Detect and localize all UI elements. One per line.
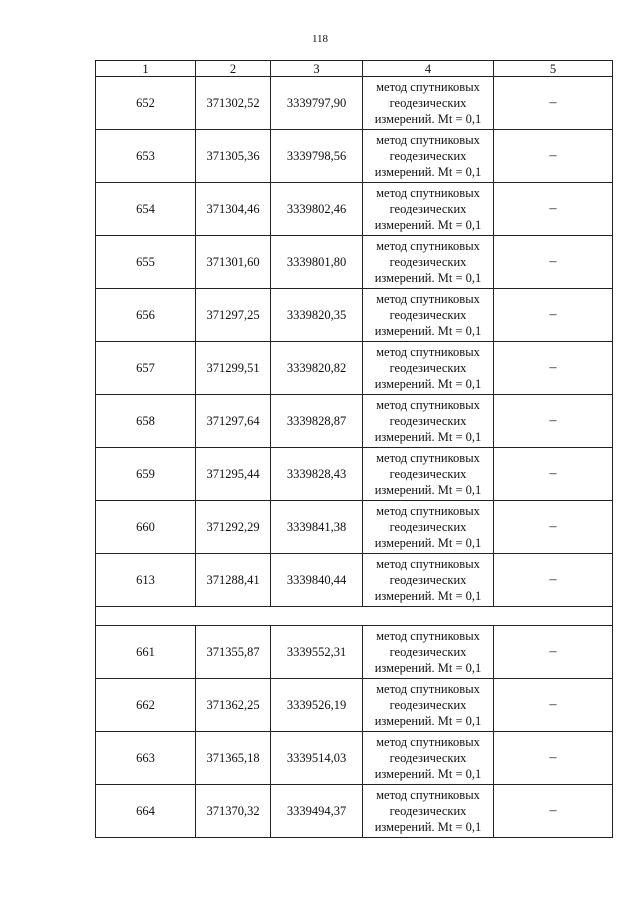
note-cell: – bbox=[494, 554, 613, 607]
method-line: геодезических bbox=[389, 467, 467, 481]
separator-cell bbox=[96, 607, 613, 626]
x-coordinate-cell: 371370,32 bbox=[196, 785, 271, 838]
coordinates-table-body bbox=[96, 61, 613, 838]
method-line: измерений. Mt = 0,1 bbox=[374, 536, 482, 550]
point-number-cell: 613 bbox=[96, 554, 196, 607]
method-line: метод спутниковых bbox=[376, 504, 480, 518]
method-cell bbox=[363, 732, 494, 785]
method-line: метод спутниковых bbox=[376, 345, 480, 359]
x-coordinate-cell: 371299,51 bbox=[196, 342, 271, 395]
x-coordinate-cell: 371302,52 bbox=[196, 77, 271, 130]
note-cell: – bbox=[494, 183, 613, 236]
method-line: метод спутниковых bbox=[376, 133, 480, 147]
note-cell: – bbox=[494, 342, 613, 395]
method-line: метод спутниковых bbox=[376, 398, 480, 412]
method-line: измерений. Mt = 0,1 bbox=[374, 165, 482, 179]
table-row bbox=[96, 289, 613, 342]
method-line: метод спутниковых bbox=[376, 451, 480, 465]
note-cell: – bbox=[494, 77, 613, 130]
y-coordinate-cell: 3339801,80 bbox=[271, 236, 363, 289]
point-number-cell: 652 bbox=[96, 77, 196, 130]
method-line: измерений. Mt = 0,1 bbox=[374, 767, 482, 781]
x-coordinate-cell: 371297,25 bbox=[196, 289, 271, 342]
column-header: 4 bbox=[363, 61, 494, 77]
x-coordinate-cell: 371355,87 bbox=[196, 626, 271, 679]
method-cell bbox=[363, 626, 494, 679]
method-cell bbox=[363, 342, 494, 395]
method-line: метод спутниковых bbox=[376, 239, 480, 253]
method-line: геодезических bbox=[389, 573, 467, 587]
y-coordinate-cell: 3339552,31 bbox=[271, 626, 363, 679]
table-row bbox=[96, 554, 613, 607]
method-line: измерений. Mt = 0,1 bbox=[374, 661, 482, 675]
table-row bbox=[96, 342, 613, 395]
method-line: метод спутниковых bbox=[376, 735, 480, 749]
table-row bbox=[96, 236, 613, 289]
method-line: измерений. Mt = 0,1 bbox=[374, 714, 482, 728]
y-coordinate-cell: 3339514,03 bbox=[271, 732, 363, 785]
y-coordinate-cell: 3339828,43 bbox=[271, 448, 363, 501]
method-cell bbox=[363, 554, 494, 607]
x-coordinate-cell: 371292,29 bbox=[196, 501, 271, 554]
x-coordinate-cell: 371304,46 bbox=[196, 183, 271, 236]
point-number-cell: 656 bbox=[96, 289, 196, 342]
method-line: метод спутниковых bbox=[376, 186, 480, 200]
column-header: 1 bbox=[96, 61, 196, 77]
note-cell: – bbox=[494, 448, 613, 501]
table-row bbox=[96, 501, 613, 554]
table-row bbox=[96, 77, 613, 130]
method-line: геодезических bbox=[389, 698, 467, 712]
point-number-cell: 660 bbox=[96, 501, 196, 554]
y-coordinate-cell: 3339820,82 bbox=[271, 342, 363, 395]
note-cell: – bbox=[494, 501, 613, 554]
method-cell bbox=[363, 236, 494, 289]
method-cell bbox=[363, 448, 494, 501]
method-line: измерений. Mt = 0,1 bbox=[374, 324, 482, 338]
x-coordinate-cell: 371362,25 bbox=[196, 679, 271, 732]
method-cell bbox=[363, 679, 494, 732]
x-coordinate-cell: 371295,44 bbox=[196, 448, 271, 501]
table-row bbox=[96, 395, 613, 448]
method-line: геодезических bbox=[389, 520, 467, 534]
table-row bbox=[96, 785, 613, 838]
point-number-cell: 658 bbox=[96, 395, 196, 448]
y-coordinate-cell: 3339828,87 bbox=[271, 395, 363, 448]
y-coordinate-cell: 3339820,35 bbox=[271, 289, 363, 342]
method-line: метод спутниковых bbox=[376, 629, 480, 643]
y-coordinate-cell: 3339802,46 bbox=[271, 183, 363, 236]
method-cell bbox=[363, 289, 494, 342]
y-coordinate-cell: 3339798,56 bbox=[271, 130, 363, 183]
method-cell bbox=[363, 183, 494, 236]
method-line: геодезических bbox=[389, 361, 467, 375]
table-row bbox=[96, 130, 613, 183]
y-coordinate-cell: 3339841,38 bbox=[271, 501, 363, 554]
method-line: метод спутниковых bbox=[376, 557, 480, 571]
note-cell: – bbox=[494, 732, 613, 785]
column-header: 5 bbox=[494, 61, 613, 77]
x-coordinate-cell: 371297,64 bbox=[196, 395, 271, 448]
method-line: измерений. Mt = 0,1 bbox=[374, 112, 482, 126]
point-number-cell: 661 bbox=[96, 626, 196, 679]
method-line: геодезических bbox=[389, 645, 467, 659]
page-number: 118 bbox=[311, 33, 329, 45]
table-row bbox=[96, 679, 613, 732]
x-coordinate-cell: 371288,41 bbox=[196, 554, 271, 607]
y-coordinate-cell: 3339840,44 bbox=[271, 554, 363, 607]
method-line: геодезических bbox=[389, 96, 467, 110]
coordinates-table bbox=[95, 60, 613, 838]
x-coordinate-cell: 371301,60 bbox=[196, 236, 271, 289]
y-coordinate-cell: 3339494,37 bbox=[271, 785, 363, 838]
method-line: метод спутниковых bbox=[376, 788, 480, 802]
point-number-cell: 662 bbox=[96, 679, 196, 732]
point-number-cell: 663 bbox=[96, 732, 196, 785]
point-number-cell: 654 bbox=[96, 183, 196, 236]
table-row bbox=[96, 448, 613, 501]
note-cell: – bbox=[494, 130, 613, 183]
note-cell: – bbox=[494, 679, 613, 732]
method-cell bbox=[363, 785, 494, 838]
column-header: 2 bbox=[196, 61, 271, 77]
method-line: геодезических bbox=[389, 308, 467, 322]
y-coordinate-cell: 3339797,90 bbox=[271, 77, 363, 130]
method-line: метод спутниковых bbox=[376, 80, 480, 94]
point-number-cell: 659 bbox=[96, 448, 196, 501]
method-cell bbox=[363, 395, 494, 448]
method-line: измерений. Mt = 0,1 bbox=[374, 218, 482, 232]
table-row bbox=[96, 183, 613, 236]
y-coordinate-cell: 3339526,19 bbox=[271, 679, 363, 732]
method-line: метод спутниковых bbox=[376, 292, 480, 306]
table-row bbox=[96, 626, 613, 679]
method-line: геодезических bbox=[389, 804, 467, 818]
note-cell: – bbox=[494, 289, 613, 342]
note-cell: – bbox=[494, 626, 613, 679]
method-line: геодезических bbox=[389, 255, 467, 269]
point-number-cell: 664 bbox=[96, 785, 196, 838]
method-line: геодезических bbox=[389, 202, 467, 216]
method-line: измерений. Mt = 0,1 bbox=[374, 271, 482, 285]
method-line: измерений. Mt = 0,1 bbox=[374, 430, 482, 444]
table-header-row bbox=[96, 61, 613, 77]
column-header: 3 bbox=[271, 61, 363, 77]
method-cell bbox=[363, 130, 494, 183]
method-line: измерений. Mt = 0,1 bbox=[374, 820, 482, 834]
method-line: измерений. Mt = 0,1 bbox=[374, 377, 482, 391]
point-number-cell: 655 bbox=[96, 236, 196, 289]
method-line: измерений. Mt = 0,1 bbox=[374, 589, 482, 603]
method-cell bbox=[363, 77, 494, 130]
note-cell: – bbox=[494, 785, 613, 838]
method-line: метод спутниковых bbox=[376, 682, 480, 696]
method-line: геодезических bbox=[389, 414, 467, 428]
point-number-cell: 657 bbox=[96, 342, 196, 395]
table-row bbox=[96, 732, 613, 785]
point-number-cell: 653 bbox=[96, 130, 196, 183]
method-cell bbox=[363, 501, 494, 554]
method-line: измерений. Mt = 0,1 bbox=[374, 483, 482, 497]
note-cell: – bbox=[494, 236, 613, 289]
section-separator-row bbox=[96, 607, 613, 626]
x-coordinate-cell: 371305,36 bbox=[196, 130, 271, 183]
method-line: геодезических bbox=[389, 149, 467, 163]
x-coordinate-cell: 371365,18 bbox=[196, 732, 271, 785]
method-line: геодезических bbox=[389, 751, 467, 765]
note-cell: – bbox=[494, 395, 613, 448]
